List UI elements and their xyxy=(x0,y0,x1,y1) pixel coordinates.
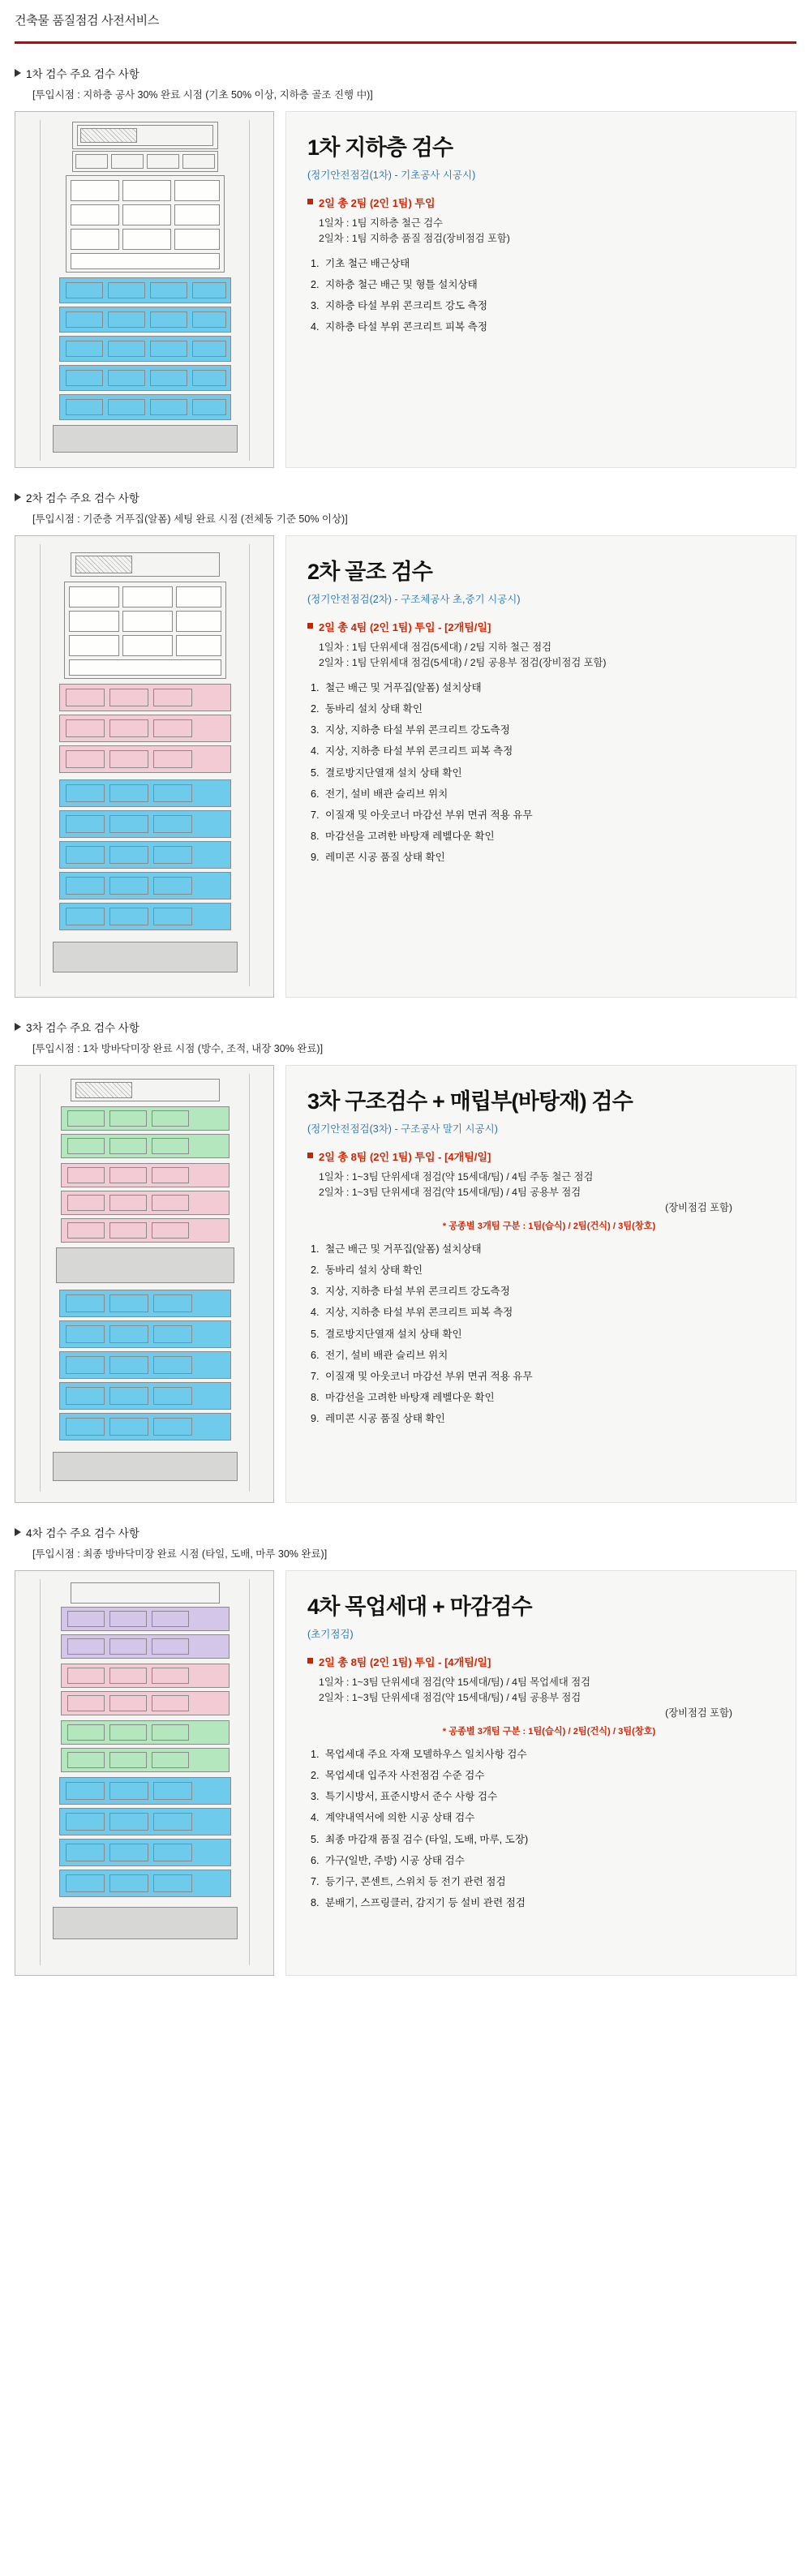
list-item: 1. 기초 철근 배근상태 xyxy=(322,258,779,270)
section-4-info xyxy=(285,1570,796,1976)
section-3-title: 3차 구조검수 + 매립부(바탕재) 검수 xyxy=(307,1089,633,1114)
section-3-split-note: * 공종별 3개팀 구분 : 1팀(습식) / 2팀(건식) / 3팀(창호) xyxy=(442,1221,656,1232)
section-4-right-note: (장비점검 포함) xyxy=(665,1707,732,1719)
list-item: 1. 철근 배근 및 거푸집(알폼) 설치상태 xyxy=(322,682,779,694)
section-2-panel xyxy=(15,535,796,998)
section-2-title: 2차 골조 검수 xyxy=(307,560,433,584)
list-item: 8. 마감선을 고려한 바탕재 레벨다운 확인 xyxy=(322,831,779,843)
section-4-panel xyxy=(15,1570,796,1976)
page-header xyxy=(0,0,811,35)
list-item: 7. 이질재 및 아웃코너 마감선 부위 면귀 적용 유무 xyxy=(322,1371,779,1383)
section-1-heading-text: 1차 검수 주요 검수 사항 xyxy=(26,68,139,80)
section-4-split-note: * 공종별 3개팀 구분 : 1팀(습식) / 2팀(건식) / 3팀(창호) xyxy=(442,1727,656,1737)
list-item: 5. 최종 마감재 품질 검수 (타일, 도배, 마루, 도장) xyxy=(322,1834,779,1846)
list-item: 9. 레미콘 시공 품질 상태 확인 xyxy=(322,1413,779,1425)
section-1-panel xyxy=(15,111,796,468)
list-item: 3. 지하층 타설 부위 콘크리트 강도 측정 xyxy=(322,300,779,312)
section-2 xyxy=(0,489,811,998)
section-3-subtitle: (정기안전점검(3차) - 구조공사 말기 시공시) xyxy=(307,1123,498,1135)
list-item: 7. 등기구, 콘센트, 스위치 등 전기 관련 점검 xyxy=(322,1876,779,1888)
section-1-floorplan xyxy=(15,111,274,468)
section-3-heading xyxy=(15,1019,796,1035)
section-4-checklist xyxy=(307,1749,779,1909)
section-3-panel xyxy=(15,1065,796,1503)
section-1-info xyxy=(285,111,796,468)
triangle-marker-icon xyxy=(15,1023,21,1031)
section-3-heading-text: 3차 검수 주요 검수 사항 xyxy=(26,1022,139,1034)
list-item: 9. 레미콘 시공 품질 상태 확인 xyxy=(322,852,779,864)
section-4-heading xyxy=(15,1524,796,1540)
section-3-checklist xyxy=(307,1243,779,1425)
list-item: 3. 지상, 지하층 타설 부위 콘크리트 강도측정 xyxy=(322,1286,779,1298)
list-item: 6. 전기, 설비 배관 슬리브 위치 xyxy=(322,1350,779,1362)
list-item: 7. 이질재 및 아웃코너 마감선 부위 면귀 적용 유무 xyxy=(322,809,779,822)
list-item: 4. 지상, 지하층 타설 부위 콘크리트 피복 측정 xyxy=(322,745,779,758)
list-item: 5. 결로방지단열재 설치 상태 확인 xyxy=(322,1329,779,1341)
section-2-detail-line-2: 2일차 : 1팀 단위세대 점검(5세대) / 2팀 공용부 점검(장비점검 포함) xyxy=(319,657,607,669)
section-1-subheading: [투입시점 : 지하층 공사 30% 완료 시점 (기초 50% 이상, 지하층 골조 진행 中)] xyxy=(32,89,373,101)
section-2-subtitle: (정기안전점검(2차) - 구조체공사 초,중기 시공시) xyxy=(307,594,521,605)
section-3-subheading: [투입시점 : 1차 방바닥미장 완료 시점 (방수, 조적, 내장 30% 완료)] xyxy=(32,1043,324,1054)
section-4-detail-line-1: 1일차 : 1~3팀 단위세대 점검(약 15세대/팀) / 4팀 목업세대 점검 xyxy=(319,1677,590,1688)
list-item: 4. 지상, 지하층 타설 부위 콘크리트 피복 측정 xyxy=(322,1307,779,1319)
square-bullet-icon xyxy=(307,1658,313,1664)
square-bullet-icon xyxy=(307,623,313,629)
section-1-bullet xyxy=(307,195,779,210)
section-1-bullet-text: 2일 총 2팀 (2인 1팀) 투입 xyxy=(319,197,436,209)
section-1-title: 1차 지하층 검수 xyxy=(307,135,453,160)
section-3-bullet xyxy=(307,1148,779,1164)
triangle-marker-icon xyxy=(15,493,21,501)
list-item: 2. 목업세대 입주자 사전점검 수준 검수 xyxy=(322,1770,779,1782)
section-3-details xyxy=(319,1170,779,1216)
section-2-info xyxy=(285,535,796,998)
section-1-detail-line-1: 1일차 : 1팀 지하층 철근 검수 xyxy=(319,217,443,229)
section-2-bullet-text: 2일 총 4팀 (2인 1팀) 투입 - [2개팀/일] xyxy=(319,621,491,633)
section-3 xyxy=(0,1019,811,1503)
list-item: 3. 특기시방서, 표준시방서 준수 사항 검수 xyxy=(322,1791,779,1803)
list-item: 8. 마감선을 고려한 바탕재 레벨다운 확인 xyxy=(322,1392,779,1404)
section-2-heading-text: 2차 검수 주요 검수 사항 xyxy=(26,492,139,504)
section-4-title: 4차 목업세대 + 마감검수 xyxy=(307,1595,532,1619)
list-item: 1. 목업세대 주요 자재 모델하우스 일치사항 검수 xyxy=(322,1749,779,1761)
list-item: 6. 가구(일반, 주방) 시공 상태 검수 xyxy=(322,1855,779,1867)
section-4-bullet xyxy=(307,1654,779,1669)
list-item: 2. 지하층 철근 배근 및 형틀 설치상태 xyxy=(322,279,779,291)
section-2-details xyxy=(319,640,779,671)
list-item: 8. 분배기, 스프링클러, 감지기 등 설비 관련 점검 xyxy=(322,1897,779,1909)
page-title: 건축물 품질점검 사전서비스 xyxy=(15,14,160,28)
list-item: 2. 동바리 설치 상태 확인 xyxy=(322,1264,779,1277)
floorplan-drawing-1 xyxy=(24,120,265,459)
section-1-details xyxy=(319,216,779,247)
section-1-subtitle: (정기안전점검(1차) - 기초공사 시공시) xyxy=(307,170,476,181)
section-4-detail-line-2: 2일차 : 1~3팀 단위세대 점검(약 15세대/팀) / 4팀 공용부 점검 xyxy=(319,1692,581,1704)
header-divider xyxy=(15,41,796,44)
section-1-heading xyxy=(15,65,796,81)
section-2-detail-line-1: 1일차 : 1팀 단위세대 점검(5세대) / 2팀 지하 철근 점검 xyxy=(319,642,551,653)
section-2-heading xyxy=(15,489,796,505)
section-2-bullet xyxy=(307,619,779,634)
section-4-bullet-text: 2일 총 8팀 (2인 1팀) 투입 - [4개팀/일] xyxy=(319,1656,491,1668)
list-item: 2. 동바리 설치 상태 확인 xyxy=(322,703,779,715)
section-3-detail-line-1: 1일차 : 1~3팀 단위세대 점검(약 15세대/팀) / 4팀 주동 철근 점검 xyxy=(319,1171,594,1183)
list-item: 5. 결로방지단열재 설치 상태 확인 xyxy=(322,767,779,779)
section-4 xyxy=(0,1524,811,2000)
section-4-floorplan xyxy=(15,1570,274,1976)
list-item: 3. 지상, 지하층 타설 부위 콘크리트 강도측정 xyxy=(322,724,779,736)
section-2-floorplan xyxy=(15,535,274,998)
list-item: 6. 전기, 설비 배관 슬리브 위치 xyxy=(322,788,779,801)
triangle-marker-icon xyxy=(15,1528,21,1536)
section-4-subheading: [투입시점 : 최종 방바닥미장 완료 시점 (타일, 도배, 마루 30% 완료)] xyxy=(32,1548,328,1560)
section-2-checklist xyxy=(307,682,779,864)
section-3-floorplan xyxy=(15,1065,274,1503)
section-2-subheading: [투입시점 : 기준층 거푸집(알폼) 세팅 완료 시점 (전체동 기준 50% 이상)] xyxy=(32,513,348,525)
section-3-info xyxy=(285,1065,796,1503)
floorplan-drawing-4 xyxy=(24,1579,265,1967)
triangle-marker-icon xyxy=(15,69,21,77)
section-4-subtitle: (초기점검) xyxy=(307,1629,354,1640)
section-1-checklist xyxy=(307,258,779,333)
section-4-heading-text: 4차 검수 주요 검수 사항 xyxy=(26,1527,139,1539)
section-3-right-note: (장비점검 포함) xyxy=(665,1202,732,1214)
floorplan-drawing-3 xyxy=(24,1074,265,1494)
section-3-bullet-text: 2일 총 8팀 (2인 1팀) 투입 - [4개팀/일] xyxy=(319,1151,491,1163)
square-bullet-icon xyxy=(307,199,313,204)
section-3-detail-line-2: 2일차 : 1~3팀 단위세대 점검(약 15세대/팀) / 4팀 공용부 점검 xyxy=(319,1187,581,1199)
list-item: 4. 계약내역서에 의한 시공 상태 검수 xyxy=(322,1812,779,1824)
section-1-detail-line-2: 2일차 : 1팀 지하층 품질 점검(장비점검 포함) xyxy=(319,233,510,245)
square-bullet-icon xyxy=(307,1153,313,1158)
list-item: 4. 지하층 타설 부위 콘크리트 피복 측정 xyxy=(322,321,779,333)
floorplan-drawing-2 xyxy=(24,544,265,989)
list-item: 1. 철근 배근 및 거푸집(알폼) 설치상태 xyxy=(322,1243,779,1256)
section-4-details xyxy=(319,1675,779,1721)
section-1 xyxy=(0,65,811,468)
